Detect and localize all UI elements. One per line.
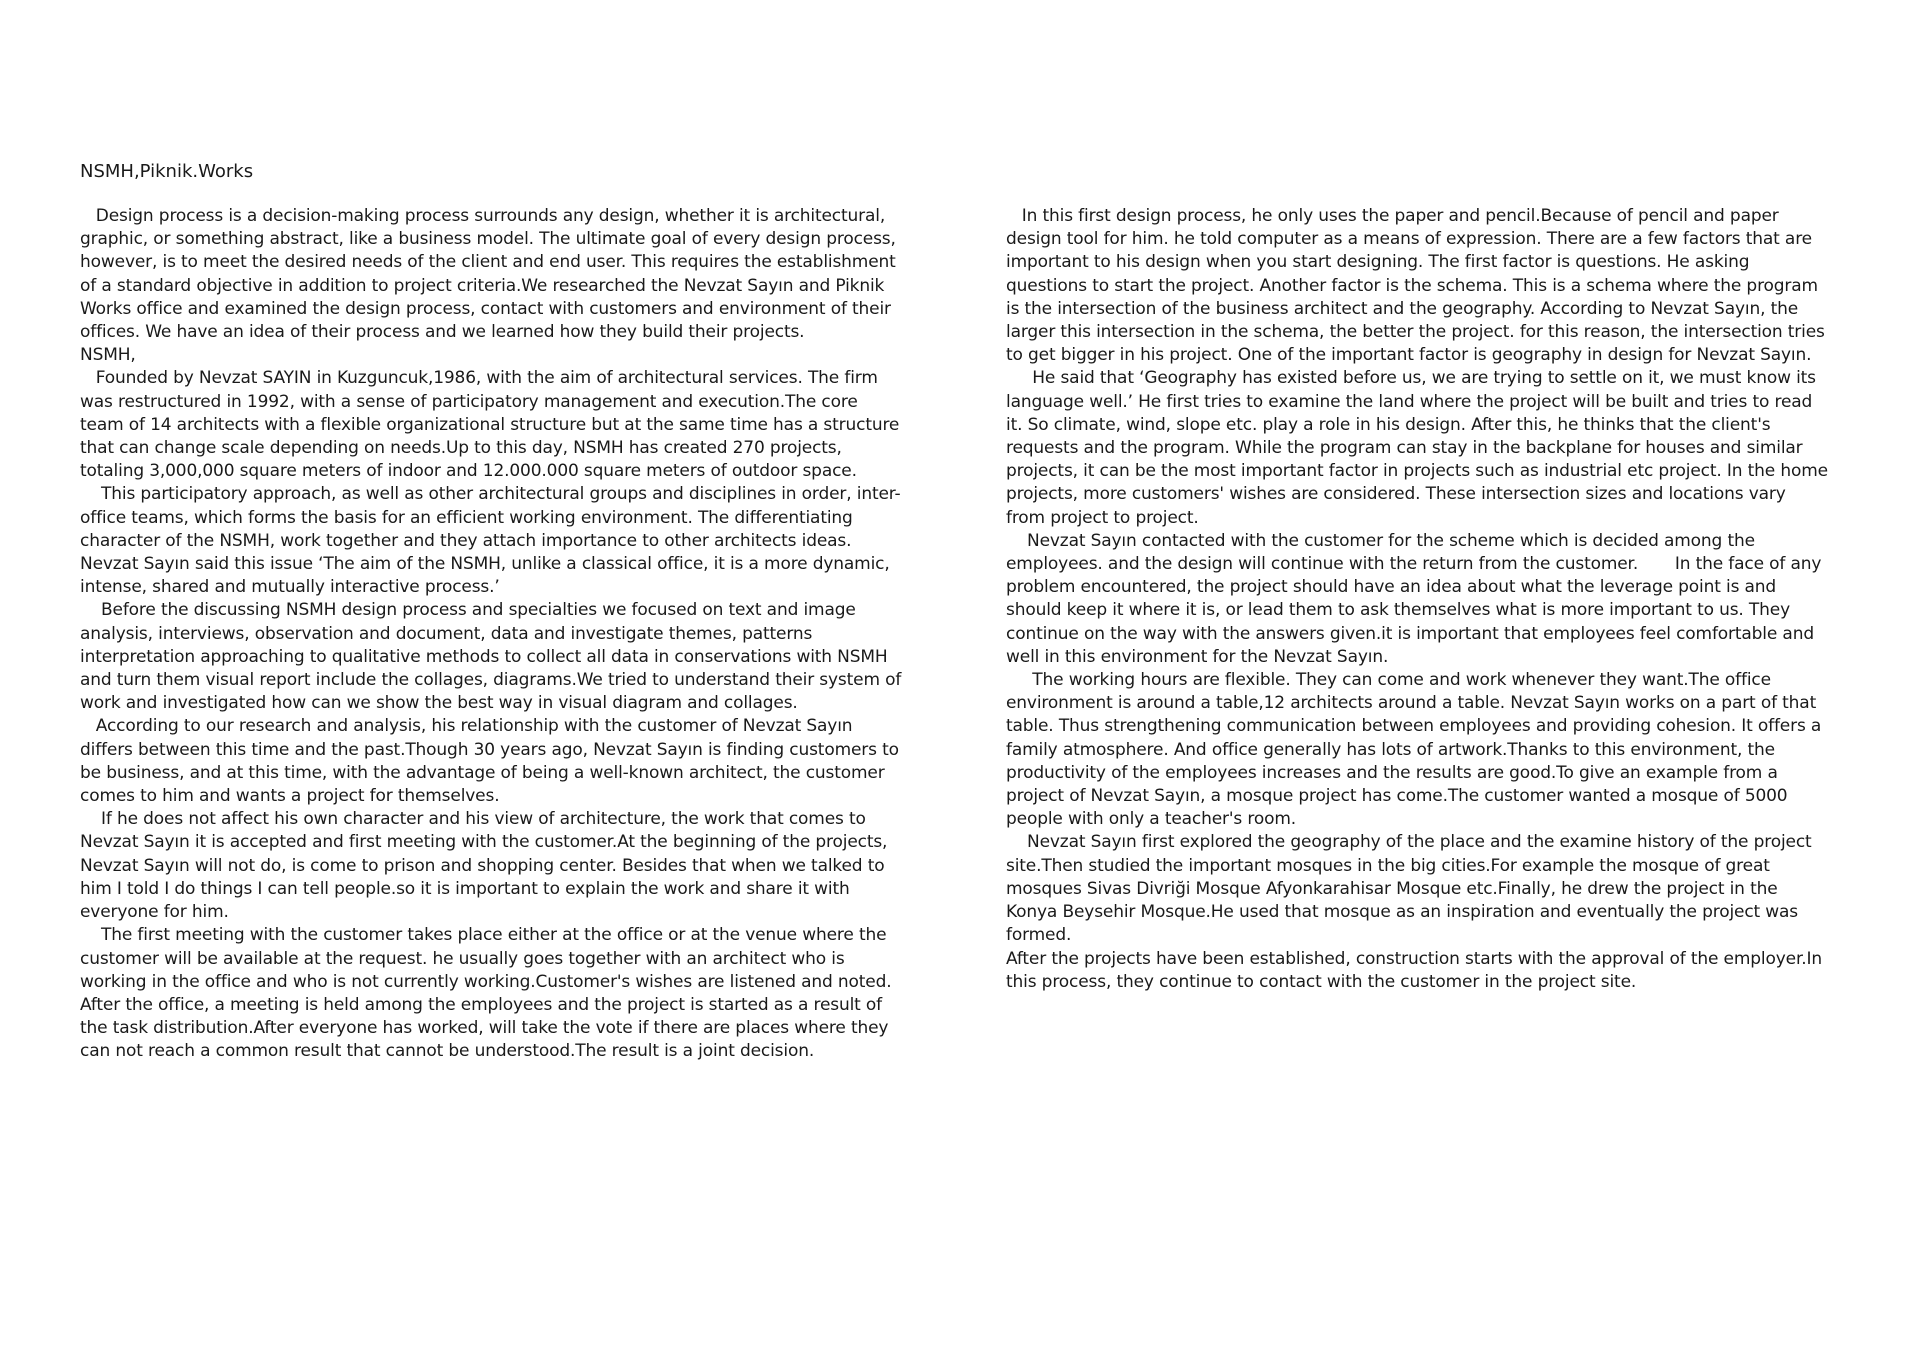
right-text-column	[1006, 205, 1828, 994]
paragraph-working-hours: The working hours are flexible. They can come and work whenever they want.The office environment is around a table,12 architects around a table. Nevzat Sayın works on a part of that table. Thus strengthening communication between employees and providing cohesion. It offers a family atmosphere. And office generally has lots of artwork.Thanks to this environment, the productivity of the employees increases and the results are good.To give an example from a project of Nevzat Sayın, a mosque project has come.The customer wanted a mosque of 5000 people with only a teacher's room.	[1006, 670, 1822, 830]
paragraph-project-acceptance: If he does not affect his own character and his view of architecture, the work that comes to Nevzat Sayın it is accepted and first meeting with the customer.At the beginning of the projects, Nevzat Sayın will not do, is come to prison and shopping center. Besides that when we talked to him I told I do things I can tell people.so it is important to explain the work and share it with everyone for him.	[80, 809, 888, 923]
left-text-column	[80, 205, 902, 1064]
paragraph-customer-relationship: According to our research and analysis, his relationship with the customer of Nevzat Sayın differs between this time and the past.Though 30 years ago, Nevzat Sayın is finding customers to be business, and at this time, with the advantage of being a well-known architect, the customer comes to him and wants a project for themselves.	[80, 716, 899, 807]
paragraph-founded: Founded by Nevzat SAYIN in Kuzguncuk,1986, with the aim of architectural services. The firm was restructured in 1992, with a sense of participatory management and execution.The core team of 14 architects with a flexible organizational structure but at the same time has a structure that can change scale depending on needs.Up to this day, NSMH has created 270 projects, totaling 3,000,000 square meters of indoor and 12.000.000 square meters of outdoor space.	[80, 368, 900, 482]
paragraph-construction: After the projects have been established, construction starts with the approval of the employer.In this process, they continue to contact with the customer in the project site.	[1006, 948, 1822, 992]
paragraph-first-meeting: The first meeting with the customer takes place either at the office or at the venue where the customer will be available at the request. he usually goes together with an architect who is working in the office and who is not currently working.Customer's wishes are listened and noted. After the office, a meeting is held among the employees and the project is started as a result of the task distribution.After everyone has worked, will take the vote if there are places where they can not reach a common result that cannot be understood.The result is a joint decision.	[80, 925, 892, 1062]
paragraph-participatory-approach: This participatory approach, as well as other architectural groups and disciplines in order, inter-office teams, which forms the basis for an efficient working environment. The differentiating character of the NSMH, work together and they attach importance to other architects ideas. Nevzat Sayın said this issue ‘The aim of the NSMH, unlike a classical office, it is a more dynamic, intense, shared and mutually interactive process.’	[80, 484, 901, 598]
document-title: NSMH,Piknik.Works	[80, 161, 254, 182]
paragraph-research-method: Before the discussing NSMH design process and specialties we focused on text and image analysis, interviews, observation and document, data and investigate themes, patterns interpretation approaching to qualitative methods to collect all data in conservations with NSMH and turn them visual report include the collages, diagrams.We tried to understand their system of work and investigated how can we show the best way in visual diagram and collages.	[80, 600, 902, 714]
paragraph-design-process: Design process is a decision-making process surrounds any design, whether it is architectural, graphic, or something abstract, like a business model. The ultimate goal of every design process, however, is to meet the desired needs of the client and end user. This requires the establishment of a standard objective in addition to project criteria.We researched the Nevzat Sayın and Piknik Works office and examined the design process, contact with customers and environment of their offices. We have an idea of their process and we learned how they build their projects.	[80, 206, 896, 343]
paragraph-geography: He said that ‘Geography has existed before us, we are trying to settle on it, we must know its language well.’ He first tries to examine the land where the project will be built and tries to read it. So climate, wind, slope etc. play a role in his design. After this, he thinks that the client's requests and the program. While the program can stay in the backplane for houses and similar projects, it can be the most important factor in projects such as industrial etc project. In the home projects, more customers' wishes are considered. These intersection sizes and locations vary from project to project.	[1006, 368, 1828, 528]
paragraph-nsmh-heading: NSMH,	[80, 345, 136, 366]
paragraph-customer-contact: Nevzat Sayın contacted with the customer for the scheme which is decided among the employees. and the design will continue with the return from the customer. In the face of any problem encountered, the project should have an idea about what the leverage point is and should keep it where it is, or lead them to ask themselves what is more important to us. They continue on the way with the answers given.it is important that employees feel comfortable and well in this environment for the Nevzat Sayın.	[1006, 530, 1822, 667]
paragraph-paper-and-pencil: In this first design process, he only uses the paper and pencil.Because of pencil and paper design tool for him. he told computer as a means of expression. There are a few factors that are important to his design when you start designing. The first factor is questions. He asking questions to start the project. Another factor is the schema. This is a schema where the program is the intersection of the business architect and the geography. According to Nevzat Sayın, the larger this intersection in the schema, the better the project. for this reason, the intersection tries to get bigger in his project. One of the important factor is geography in design for Nevzat Sayın.	[1006, 206, 1825, 366]
paragraph-mosque-project: Nevzat Sayın first explored the geography of the place and the examine history of the project site.Then studied the important mosques in the big cities.For example the mosque of great mosques Sivas Divriği Mosque Afyonkarahisar Mosque etc.Finally, he drew the project in the Konya Beysehir Mosque.He used that mosque as an inspiration and eventually the project was formed.	[1006, 832, 1812, 946]
